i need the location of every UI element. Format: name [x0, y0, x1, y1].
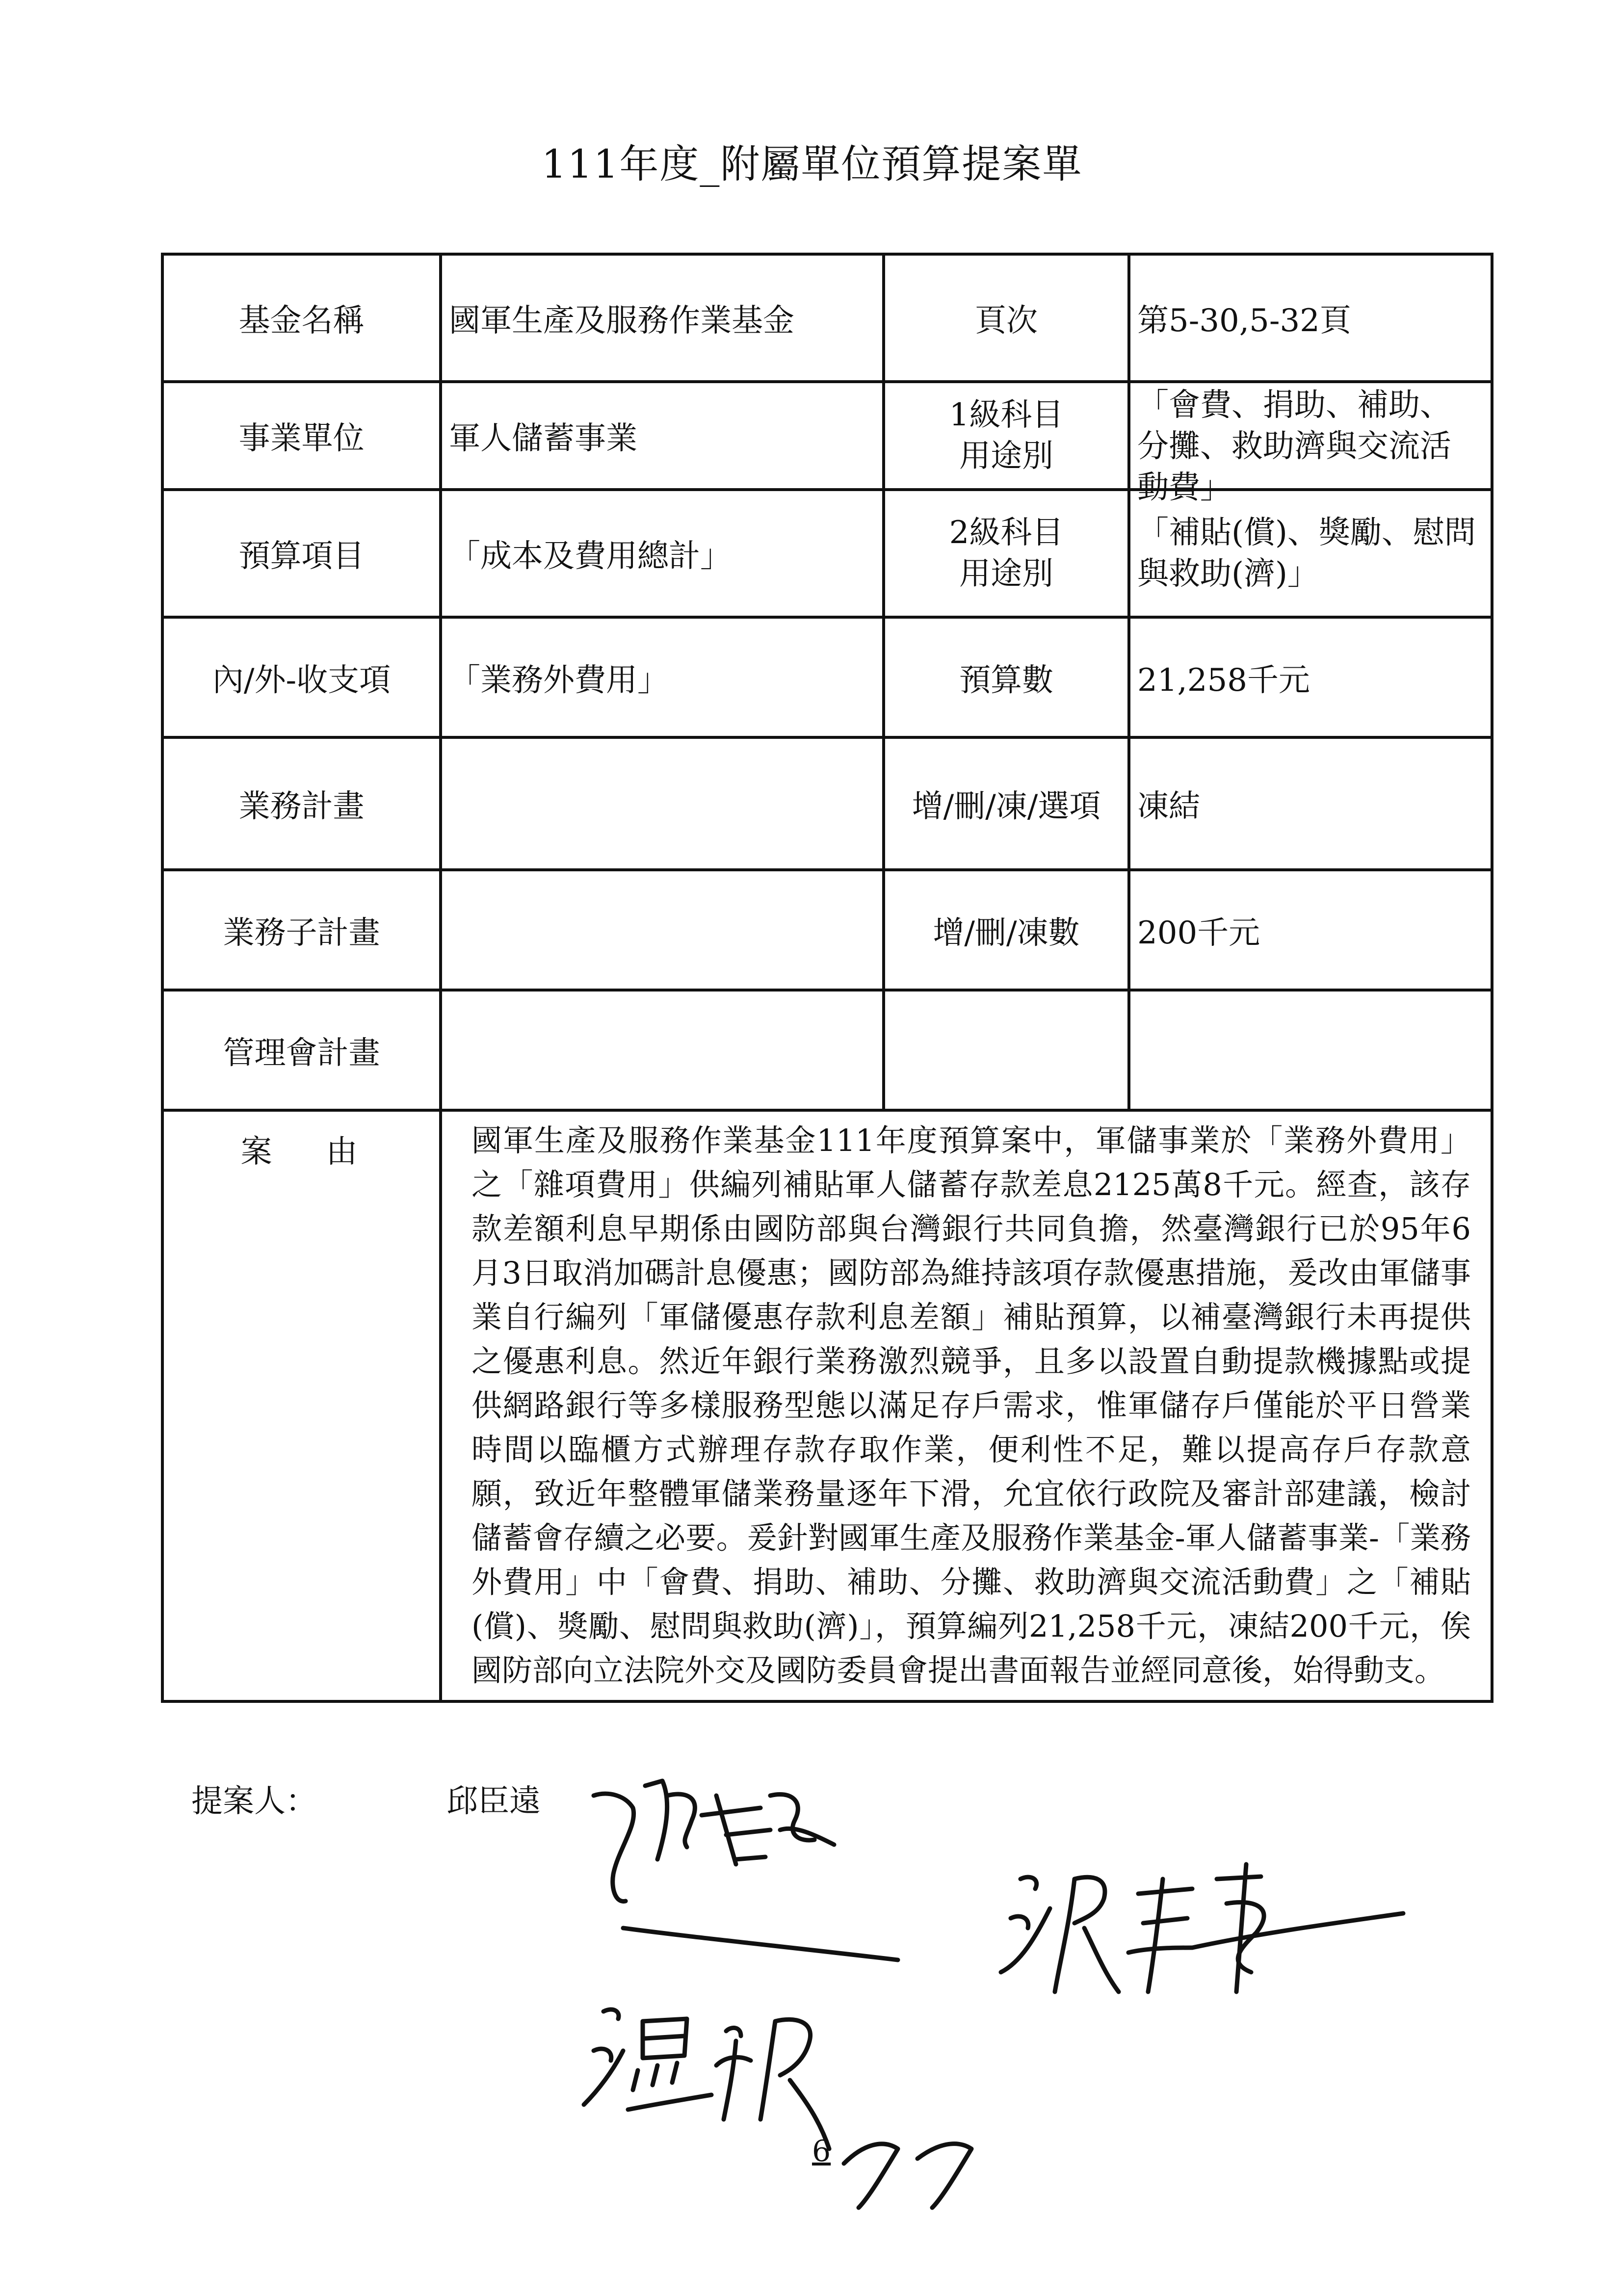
form-row-fund [162, 254, 1492, 382]
management-plan-extra-2 [1129, 990, 1492, 1110]
action-value: 凍結 [1129, 737, 1492, 870]
form-row-inout [162, 617, 1492, 737]
level1-value-line2: 分攤、救助濟與交流活 [1137, 428, 1451, 465]
level2-value-line2: 與救助(濟)」 [1137, 556, 1319, 592]
management-plan-value [441, 990, 884, 1110]
business-plan-value [441, 737, 884, 870]
page-label: 頁次 [884, 254, 1129, 382]
budget-item-label: 預算項目 [162, 490, 441, 617]
signature-jiang-qichen [1001, 1864, 1403, 1992]
form-row-sub-plan [162, 870, 1492, 990]
signature-number-77 [844, 2144, 971, 2208]
inout-value: 「業務外費用」 [441, 617, 884, 737]
business-plan-label: 業務計畫 [162, 737, 441, 870]
form-row-reason [162, 1110, 1492, 1701]
reason-label: 案由 [162, 1110, 441, 1701]
form-row-management-plan [162, 990, 1492, 1110]
proposer-name: 邱臣遠 [446, 1783, 541, 1820]
budget-amount-value: 21,258千元 [1129, 617, 1492, 737]
page-number: 6 [812, 2134, 831, 2168]
level1-label-line2: 用途別 [959, 438, 1053, 474]
unit-value: 軍人儲蓄事業 [441, 382, 884, 490]
action-amount-value: 200千元 [1129, 870, 1492, 990]
page-value: 第5-30,5-32頁 [1129, 254, 1492, 382]
reason-text: 國軍生產及服務作業基金111年度預算案中，軍儲事業於「業務外費用」之「雜項費用」供編列補貼軍人儲蓄存款差息2125萬8千元。經查，該存款差額利息早期係由國防部與台灣銀行共同負擔，然臺灣銀行已於95年6月3日取消加碼計息優惠；國防部為維持該項存款優惠措施，爰改由軍儲事業自行編列「軍儲優惠存款利息差額」補貼預算，以補臺灣銀行未再提供之優惠利息。然近年銀行業務激烈競爭，且多以設置自動提款機據點或提供網路銀行等多樣服務型態以滿足存戶需求，惟軍儲存戶僅能於平日營業時間以臨櫃方式辦理存款存取作業，便利性不足，難以提高存戶存款意願，致近年整體軍儲業務量逐年下滑，允宜依行政院及審計部建議，檢討儲蓄會存續之必要。爰針對國軍生產及服務作業基金-軍人儲蓄事業-「業務外費用」中「會費、捐助、補助、分攤、救助濟與交流活動費」之「補貼(償)、獎勵、慰問與救助(濟)」，預算編列21,258千元，凍結200千元，俟國防部向立法院外交及國防委員會提出書面報告並經同意後，始得動支。 [441, 1110, 1492, 1701]
level2-value-line1: 「補貼(償)、獎勵、慰問 [1137, 515, 1476, 551]
management-plan-label: 管理會計畫 [162, 990, 441, 1110]
action-label: 增/刪/凍/選項 [884, 737, 1129, 870]
action-amount-label: 增/刪/凍數 [884, 870, 1129, 990]
level2-label-line2: 用途別 [959, 556, 1053, 592]
form-row-budget-item [162, 490, 1492, 617]
level1-value-line3: 動費」 [1137, 470, 1231, 506]
form-row-business-plan [162, 737, 1492, 870]
fund-name-label: 基金名稱 [162, 254, 441, 382]
handwritten-signatures [540, 1717, 1496, 2208]
document-title: 111年度_附屬單位預算提案單 [541, 141, 1083, 187]
level1-label-line1: 1級科目 [949, 397, 1064, 433]
proposal-form-table [161, 253, 1493, 1703]
fund-name-value: 國軍生產及服務作業基金 [441, 254, 884, 382]
level2-label-line1: 2級科目 [949, 515, 1064, 551]
form-row-unit [162, 382, 1492, 490]
proposer-label: 提案人： [191, 1783, 317, 1820]
budget-item-value: 「成本及費用總計」 [441, 490, 884, 617]
sub-plan-label: 業務子計畫 [162, 870, 441, 990]
level2-value [1129, 490, 1492, 617]
inout-label: 內/外-收支項 [162, 617, 441, 737]
unit-label: 事業單位 [162, 382, 441, 490]
level1-value [1129, 382, 1492, 506]
level2-label [884, 490, 1129, 617]
management-plan-extra-1 [884, 990, 1129, 1110]
signature-qiu-chenyuan [594, 1781, 898, 1960]
budget-amount-label: 預算數 [884, 617, 1129, 737]
level1-label [884, 382, 1129, 490]
sub-plan-value [441, 870, 884, 990]
signature-wen-yuxia [584, 2009, 829, 2149]
level1-value-line1: 「會費、捐助、補助、 [1137, 387, 1451, 423]
